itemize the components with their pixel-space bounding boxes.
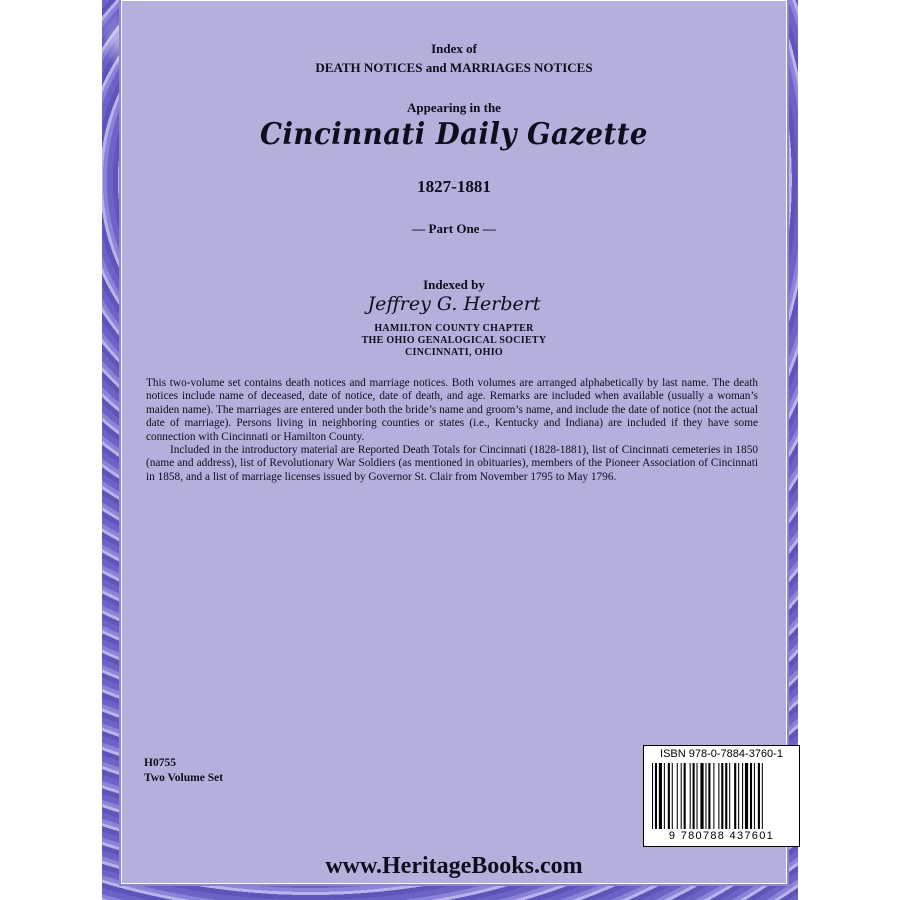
barcode-bar: [681, 763, 682, 829]
barcode-bar: [672, 763, 673, 829]
barcode-bar: [693, 763, 695, 829]
organization-line-2: THE OHIO GENALOGICAL SOCIETY: [361, 335, 547, 346]
title-line-3: Appearing in the: [407, 100, 501, 115]
barcode-bar: [729, 763, 730, 829]
barcode-bar: [659, 763, 662, 829]
barcode-icon: [652, 763, 791, 829]
isbn-text: ISBN 978-0-7884-3760-1: [660, 748, 783, 760]
indexed-by-label: Indexed by: [423, 277, 485, 292]
isbn-barcode: [643, 745, 800, 847]
title-line-2: DEATH NOTICES and MARRIAGES NOTICES: [315, 60, 593, 75]
volume-set-label: Two Volume Set: [144, 772, 224, 784]
website-url[interactable]: www.HeritageBooks.com: [325, 853, 583, 879]
barcode-bar: [700, 763, 703, 829]
organization-line-1: HAMILTON COUNTY CHAPTER: [374, 323, 534, 334]
barcode-bar: [750, 763, 752, 829]
barcode-bar: [655, 763, 657, 829]
barcode-bar: [697, 763, 698, 829]
barcode-bar: [758, 763, 760, 829]
barcode-bar: [713, 763, 714, 829]
barcode-bar: [734, 763, 736, 829]
organization-line-3: CINCINNATI, OHIO: [405, 347, 503, 358]
author-name: Jeffrey G. Herbert: [367, 293, 541, 315]
description-paragraph-2: Included in the introductory material are Reported Death Totals for Cincinnati (1828-1881), list of Cincinnati cemeteries in 1850 (name and address), list of Revolutionary War Soldiers (as mentioned in obituaries), members of the Pioneer Association of Cincinnati in 1858, and a list of marriage licenses issued by Governor St. Clair from November 1795 to May 1796.: [146, 444, 758, 483]
part-label: — Part One —: [412, 221, 496, 236]
barcode-bar: [684, 763, 686, 829]
barcode-bar: [690, 763, 691, 829]
barcode-bar: [762, 763, 763, 829]
barcode-bar: [668, 763, 670, 829]
description: [146, 377, 758, 484]
title-line-1: Index of: [431, 41, 477, 56]
barcode-bar: [652, 763, 653, 829]
date-range: 1827-1881: [417, 177, 491, 196]
barcode-bar: [718, 763, 719, 829]
barcode-bar: [677, 763, 678, 829]
barcode-bar: [705, 763, 706, 829]
barcode-digits: 9 780788 437601: [668, 830, 775, 842]
newspaper-title: Cincinnati Daily Gazette: [260, 117, 648, 152]
description-paragraph-1: This two-volume set contains death notices and marriage notices. Both volumes are arranged alphabetically by last name. The death notices include name of deceased, date of notice, date of death, and age. Remarks are included when available (usually a woman’s maiden name). The marriages are entered under both the bride’s name and groom’s name, and include the date of notice (not the actual date of marriage). Persons living in neighboring counties or states (i.e., Kentucky and Indiana) are included if they have some connection with Cincinnati or Hamilton County.: [146, 377, 758, 443]
barcode-bar: [738, 763, 739, 829]
barcode-bar: [754, 763, 755, 829]
product-code: H0755: [144, 757, 176, 769]
barcode-bar: [721, 763, 723, 829]
barcode-bar: [745, 763, 748, 829]
barcode-bar: [708, 763, 710, 829]
barcode-bar: [664, 763, 665, 829]
barcode-bar: [742, 763, 743, 829]
barcode-bar: [725, 763, 727, 829]
